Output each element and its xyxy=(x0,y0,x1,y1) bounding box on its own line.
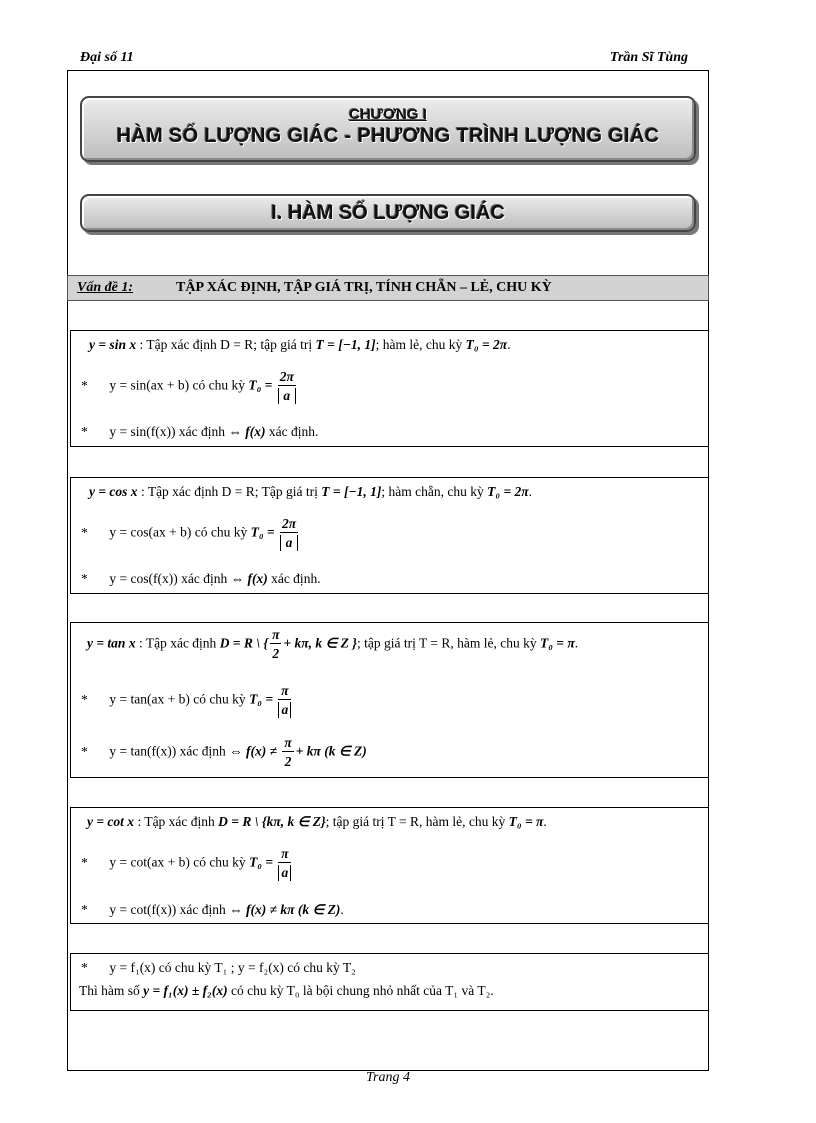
chapter-title: HÀM SỐ LƯỢNG GIÁC - PHƯƠNG TRÌNH LƯỢNG GIÁC xyxy=(116,125,660,147)
fraction-denominator: a xyxy=(280,535,298,551)
bullet: * xyxy=(81,571,88,586)
cos-b1-lhs: T₀ = xyxy=(250,524,275,540)
tan-bullet2: y = tan(f(x)) xác định ⇔ xyxy=(109,743,243,759)
bullet: * xyxy=(81,902,88,917)
sin-bullet2: y = sin(f(x)) xác định ⇔ xyxy=(109,424,242,439)
topic-bar xyxy=(67,275,709,301)
cos-props: ; hàm chẵn, chu kỳ xyxy=(381,484,484,499)
tan-domain-fraction xyxy=(270,627,281,662)
sin-b2-math: f(x) xyxy=(245,424,266,439)
page-number: Trang 4 xyxy=(366,1070,410,1085)
cos-b1-fraction xyxy=(280,516,298,551)
topic-title: TẬP XÁC ĐỊNH, TẬP GIÁ TRỊ, TÍNH CHẴN – LẺ, CHU KỲ xyxy=(176,280,552,295)
cot-domain-math: D = R \ {kπ, k ∈ Z} xyxy=(218,814,326,829)
tan-domain: : Tập xác định xyxy=(138,635,217,651)
tan-b2-math: f(x) ≠ xyxy=(245,743,277,759)
fraction-denominator: a xyxy=(278,702,291,718)
chapter-banner xyxy=(80,96,696,162)
cos-period: T₀ = 2π xyxy=(487,484,529,499)
fraction-numerator: π xyxy=(278,846,291,863)
tan-b2-fraction xyxy=(282,735,293,770)
tan-b1-lhs: T₀ = xyxy=(249,691,274,707)
sin-box xyxy=(70,330,709,447)
fraction-denominator: 2 xyxy=(272,646,280,661)
fraction-numerator: π xyxy=(284,735,292,750)
sum-box xyxy=(70,953,709,1011)
sum-line2-pre: Thì hàm số xyxy=(79,983,140,998)
tan-bullet1: y = tan(ax + b) có chu kỳ xyxy=(109,691,246,707)
sin-props: ; hàm lẻ, chu kỳ xyxy=(375,337,463,352)
sin-domain: : Tập xác định D = R; tập giá trị xyxy=(139,337,313,352)
tan-b2-rest: + kπ (k ∈ Z) xyxy=(295,743,367,759)
sin-end: . xyxy=(507,337,511,352)
sin-function: y = sin x xyxy=(89,337,137,352)
tan-props: ; tập giá trị T = R, hàm lẻ, chu kỳ xyxy=(357,635,537,651)
tan-domain-lhs: D = R \ { xyxy=(219,635,269,651)
sin-b1-fraction xyxy=(278,369,296,404)
header-subject: Đại số 11 xyxy=(80,50,134,65)
sum-line2-post: có chu kỳ T₀ là bội chung nhỏ nhất của T₁ và T₂. xyxy=(230,983,494,998)
section-banner: I. HÀM SỐ LƯỢNG GIÁC xyxy=(80,194,696,232)
fraction-numerator: 2π xyxy=(281,516,297,531)
cot-box xyxy=(70,807,709,924)
sin-bullet1: y = sin(ax + b) có chu kỳ xyxy=(109,377,245,393)
tan-function: y = tan x xyxy=(87,635,136,651)
cot-b1-fraction xyxy=(278,846,291,881)
fraction-numerator: 2π xyxy=(279,369,294,384)
bullet: * xyxy=(81,743,88,759)
cos-range: T = [−1, 1] xyxy=(321,484,382,499)
cot-function: y = cot x xyxy=(87,814,135,829)
bullet: * xyxy=(81,960,88,975)
cos-bullet2: y = cos(f(x)) xác định ⇔ xyxy=(109,571,245,586)
cot-b1-lhs: T₀ = xyxy=(249,854,274,870)
cot-b2-math: f(x) ≠ kπ (k ∈ Z) xyxy=(245,902,341,917)
cot-props: ; tập giá trị T = R, hàm lẻ, chu kỳ xyxy=(325,814,506,829)
cot-end: . xyxy=(543,814,547,829)
cos-end: . xyxy=(528,484,533,499)
tan-domain-rest: + kπ, k ∈ Z } xyxy=(283,635,357,651)
topic-label: Vấn đề 1: xyxy=(77,280,133,295)
tan-b1-fraction xyxy=(278,683,291,718)
cot-bullet1: y = cot(ax + b) có chu kỳ xyxy=(109,854,246,870)
tan-box xyxy=(70,622,709,778)
cot-bullet2: y = cot(f(x)) xác định ⇔ xyxy=(109,902,243,917)
sin-b2-end: xác định. xyxy=(268,424,319,439)
cot-period: T₀ = π xyxy=(508,814,544,829)
fraction-numerator: π xyxy=(272,627,280,642)
bullet: * xyxy=(81,854,88,870)
fraction-denominator: a xyxy=(278,865,291,881)
bullet: * xyxy=(81,524,88,540)
fraction-denominator: 2 xyxy=(284,754,292,769)
sum-line1: y = f₁(x) có chu kỳ T₁ ; y = f₂(x) có chu kỳ T₂ xyxy=(109,960,356,975)
tan-period: T₀ = π xyxy=(539,635,575,651)
cot-domain: : Tập xác định xyxy=(137,814,215,829)
sin-b1-lhs: T₀ = xyxy=(248,377,273,393)
sum-line2-math: y = f₁(x) ± f₂(x) xyxy=(143,983,228,998)
cos-domain: : Tập xác định D = R; Tập giá trị xyxy=(140,484,318,499)
cos-function: y = cos x xyxy=(89,484,138,499)
fraction-numerator: π xyxy=(278,683,291,700)
cot-b2-end: . xyxy=(340,902,344,917)
fraction-denominator: a xyxy=(278,388,296,404)
bullet: * xyxy=(81,424,88,439)
cos-b2-end: xác định. xyxy=(271,571,321,586)
sin-period: T₀ = 2π xyxy=(465,337,508,352)
sin-range: T = [−1, 1] xyxy=(315,337,376,352)
chapter-label: CHƯƠNG I xyxy=(349,106,427,123)
cos-box xyxy=(70,477,709,594)
header-author: Trần Sĩ Tùng xyxy=(609,50,688,65)
cos-b2-math: f(x) xyxy=(247,571,268,586)
bullet: * xyxy=(81,691,88,707)
tan-end: . xyxy=(574,635,579,651)
cos-bullet1: y = cos(ax + b) có chu kỳ xyxy=(109,524,248,540)
bullet: * xyxy=(81,377,88,393)
